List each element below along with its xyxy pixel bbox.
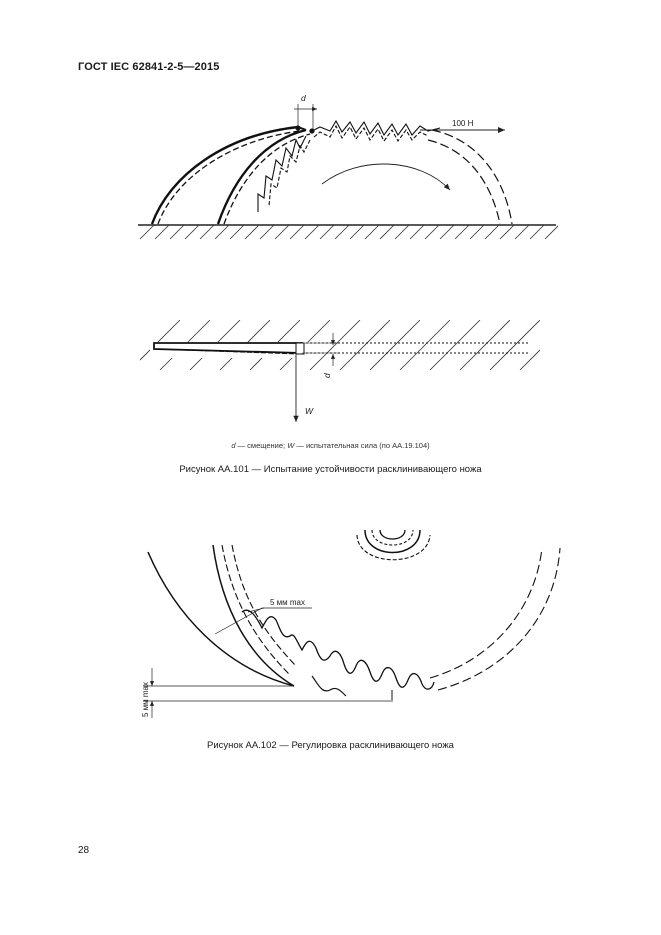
legend-text-d: — смещение; [235,441,288,450]
figure-aa101-side-view [130,320,570,422]
legend-symbol-w: W [287,441,295,450]
document-header: ГОСТ IEC 62841-2-5—2015 [78,61,220,73]
legend-symbol-d: d [231,441,236,450]
gap-label-top: 5 мм max [270,598,306,607]
saw-blade-teeth [258,121,440,212]
ground-line [138,225,559,239]
gap-dimension-top [215,608,312,634]
figure-aa101-legend [0,441,661,450]
side-displacement-label: d [322,373,332,378]
gap-dimension-side [143,668,393,718]
page-number: 28 [78,845,90,856]
force-label: 100 Н [452,119,474,128]
displacement-label: d [301,93,306,103]
riving-knife-outline [152,127,310,224]
figure-aa101-caption: Рисунок АА.101 — Испытание устойчивости расклинивающего ножа [179,464,482,475]
test-force-label: W [305,406,314,416]
blade-outer-arc [428,130,512,224]
gap-label-side: 5 мм max [141,681,150,717]
legend-text-w: — испытательная сила (по АА.19.104) [294,441,430,450]
figure-aa102-caption: Рисунок АА.102 — Регулировка расклинивающего ножа [207,740,454,751]
figure-aa102-drawing [148,530,560,700]
rotation-arrow [322,164,450,190]
